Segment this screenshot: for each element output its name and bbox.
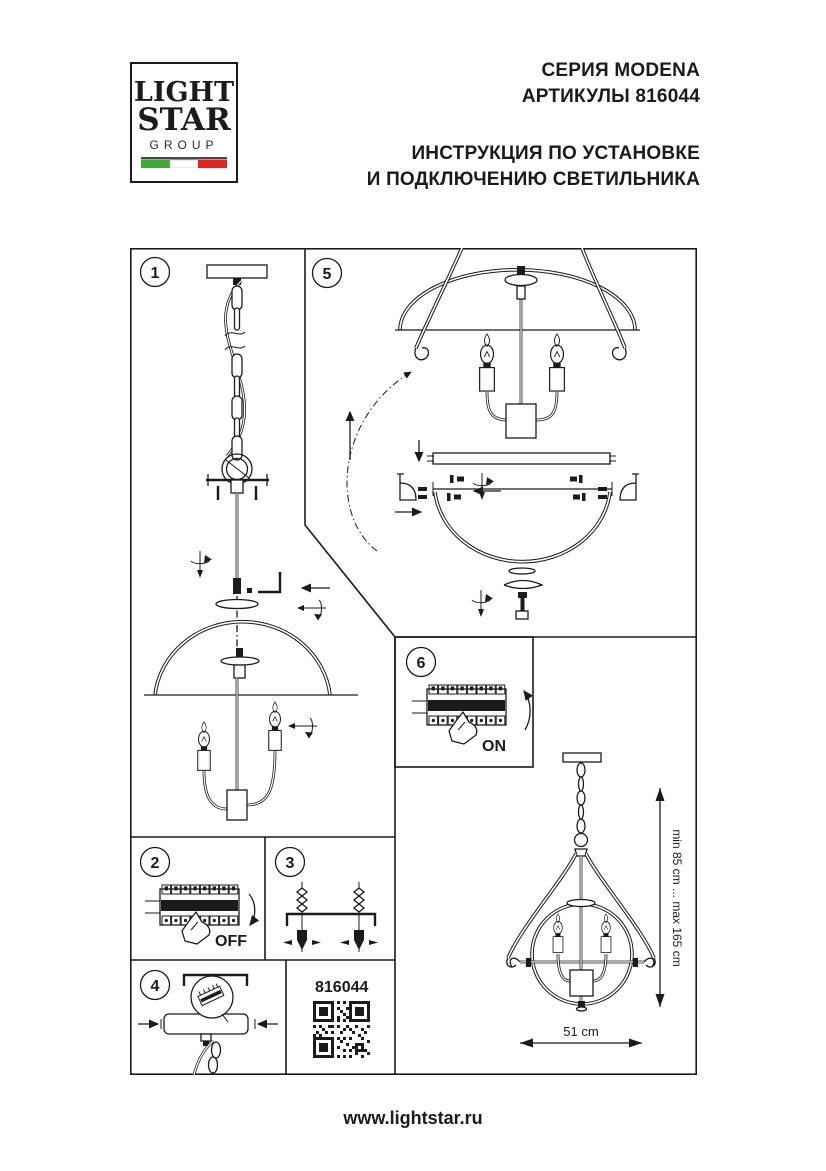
website-url: www.lightstar.ru <box>343 1108 483 1128</box>
panel-step1 <box>141 258 359 821</box>
height-dimension-label: min 85 cm ... max 165 cm <box>670 829 684 967</box>
panel-step5 <box>313 248 641 619</box>
rim-bar <box>427 453 616 464</box>
glass-bowl <box>435 492 610 574</box>
width-dimension <box>520 1024 642 1043</box>
dome-with-candles <box>395 266 640 438</box>
qr-code <box>313 1001 370 1058</box>
threaded-rod <box>233 493 252 594</box>
step3-number: 3 <box>285 855 295 872</box>
panel-step3 <box>276 848 379 953</box>
candle-left <box>198 722 210 770</box>
rotate-icon <box>191 551 212 578</box>
decorative-cap <box>216 600 258 609</box>
step5-number: 5 <box>322 266 332 283</box>
flag-top-bar <box>141 157 227 160</box>
circuit-breaker-on <box>412 685 506 744</box>
screw-anchor-left <box>283 882 321 952</box>
finished-fixture <box>507 753 684 1043</box>
step2-number: 2 <box>150 855 160 872</box>
arrow-switch-up-icon <box>524 691 530 730</box>
flag-green <box>141 160 170 168</box>
articles-title: АРТИКУЛЫ 816044 <box>521 86 700 107</box>
header-titles <box>367 58 700 193</box>
rotate-icon <box>297 600 326 621</box>
panel-step4 <box>138 971 278 1076</box>
qr-cell <box>313 979 370 1058</box>
height-dimension <box>660 788 684 1007</box>
ceiling-plate <box>207 265 267 285</box>
canopy <box>164 1014 248 1046</box>
rotate-icon <box>288 718 317 739</box>
allen-key-icon <box>258 572 280 592</box>
fixture-chain <box>577 763 585 833</box>
lightstar-logo <box>130 62 238 183</box>
panel-step2 <box>141 848 255 951</box>
step4-number: 4 <box>150 978 160 995</box>
candle-right <box>269 702 281 750</box>
series-title: СЕРИЯ MODENA <box>541 60 700 81</box>
curved-arrow-icon <box>347 372 411 551</box>
step6-number: 6 <box>416 655 426 672</box>
header-gap <box>367 110 700 141</box>
suspension-chain <box>225 286 245 460</box>
chain-below-canopy <box>194 1041 221 1075</box>
bottom-cap <box>504 581 542 589</box>
logo-word-star: STAR <box>137 101 231 138</box>
flag-white <box>170 160 198 168</box>
ring-rim <box>433 475 612 501</box>
step1-number: 1 <box>150 265 160 282</box>
fixture-ball <box>575 834 588 857</box>
bottom-screw <box>516 592 528 619</box>
article-number: 816044 <box>315 979 369 996</box>
arrow-switch-down-icon <box>249 894 255 925</box>
wall-clamp-left <box>397 474 427 500</box>
off-label: OFF <box>215 933 247 950</box>
width-dimension-label: 51 cm <box>563 1024 599 1039</box>
screw-anchor-right <box>340 882 378 952</box>
dome-shade <box>144 622 358 695</box>
panel-step6 <box>407 648 531 756</box>
rotate-icon <box>472 590 493 617</box>
logo-word-group: GROUP <box>149 137 219 152</box>
on-label: ON <box>482 738 506 755</box>
rotate-icon <box>473 473 494 500</box>
mounting-strap <box>287 914 375 926</box>
flag-red <box>198 160 227 168</box>
italian-flag-icon <box>141 157 227 168</box>
instruction-title-line2: И ПОДКЛЮЧЕНИЮ СВЕТИЛЬНИКА <box>366 169 700 190</box>
candelabra-frame <box>198 678 281 820</box>
logo-word-light: LIGHT <box>133 76 235 108</box>
fixture-ceiling-plate <box>563 753 601 762</box>
wall-clamp-right <box>598 474 639 500</box>
assembly-diagram <box>130 248 697 1075</box>
instruction-title-line1: ИНСТРУКЦИЯ ПО УСТАНОВКЕ <box>411 143 700 164</box>
